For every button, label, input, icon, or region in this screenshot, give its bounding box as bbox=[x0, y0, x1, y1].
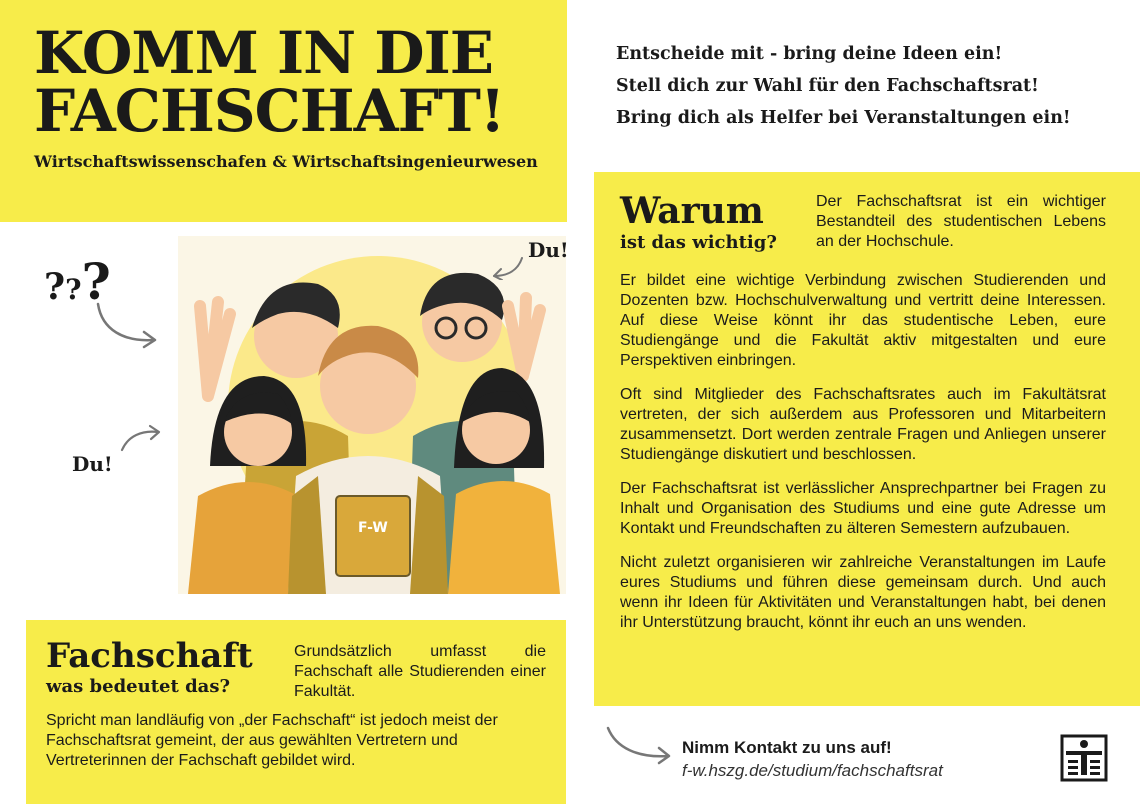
fachschaft-logo-icon bbox=[1060, 734, 1108, 782]
warum-paragraph: Nicht zuletzt organisieren wir zahlreiche Veranstaltungen im Laufe eures Studiums und führen diese gemeinsam durch. Und auch wenn ihr Ideen für Aktivitäten und Veranstaltungen habt, bei denen ihr Unterstützung braucht, könnt ihr euch an uns wenden. bbox=[620, 554, 1106, 631]
students-illustration bbox=[178, 236, 566, 594]
header-banner bbox=[0, 0, 567, 222]
warum-info-box bbox=[594, 172, 1140, 706]
warum-heading: Warum bbox=[620, 190, 764, 232]
warum-paragraph: Oft sind Mitglieder des Fachschaftsrates auch im Fakultätsrat vertreten, der sich außerdem aus Professoren und Mitarbeitern zusammensetzt. Dort werden zentrale Fragen und Anliegen unserer Studiengänge diskutiert und beschlossen. bbox=[620, 386, 1106, 463]
contact-heading: Nimm Kontakt zu uns auf! bbox=[682, 738, 892, 757]
claim-line: Stell dich zur Wahl für den Fachschaftsrat! bbox=[616, 76, 1039, 96]
headline-line-2: FACHSCHAFT! bbox=[34, 77, 505, 145]
warum-subheading: ist das wichtig? bbox=[620, 232, 777, 253]
arrow-du-left-icon bbox=[118, 424, 164, 454]
arrow-du-right-icon bbox=[490, 254, 526, 280]
faculty-subtitle: Wirtschaftswissenschafen & Wirtschaftsingenieurwesen bbox=[34, 152, 538, 171]
fachschaft-heading: Fachschaft bbox=[46, 636, 253, 676]
page-title bbox=[34, 19, 567, 145]
question-mark-3: ? bbox=[81, 252, 111, 311]
arrow-to-group-icon bbox=[94, 300, 164, 350]
claim-line: Bring dich als Helfer bei Veranstaltungen ein! bbox=[616, 108, 1071, 128]
question-mark-2: ? bbox=[65, 273, 82, 306]
book-label: F-W bbox=[358, 520, 388, 536]
contact-link[interactable]: f-w.hszg.de/studium/fachschaftsrat bbox=[682, 761, 943, 780]
headline-line-1: KOMM IN DIE bbox=[34, 19, 493, 87]
fachschaft-subheading: was bedeutet das? bbox=[46, 676, 230, 697]
du-label-left: Du! bbox=[72, 452, 113, 476]
fachschaft-body-text: Spricht man landläufig von „der Fachschaft“ ist jedoch meist der Fachschaftsrat gemeint, der aus gewählten Vertretern und Vertreterinnen der Fachschaft gebildet wird. bbox=[46, 712, 498, 769]
arrow-to-contact-icon bbox=[604, 722, 676, 766]
warum-intro-text: Der Fachschaftsrat ist ein wichtiger Bestandteil des studentischen Lebens an der Hochschule. bbox=[816, 193, 1106, 250]
claim-line: Entscheide mit - bring deine Ideen ein! bbox=[616, 44, 1003, 64]
contact-block bbox=[682, 738, 943, 781]
fachschaft-info-box bbox=[26, 620, 566, 804]
fachschaft-intro-text: Grundsätzlich umfasst die Fachschaft alle Studierenden einer Fakultät. bbox=[294, 643, 546, 700]
warum-paragraph: Der Fachschaftsrat ist verlässlicher Ansprechpartner bei Fragen zu Inhalt und Organisation des Studiums und eine gute Adresse um Kontakt und Freundschaften zu älteren Semestern aufzubauen. bbox=[620, 480, 1106, 537]
question-mark-1: ? bbox=[44, 266, 66, 308]
warum-paragraph: Er bildet eine wichtige Verbindung zwischen Studierenden und Dozenten bzw. Hochschulverwaltung und vertritt deine Interessen. Auf diese Weise könnt ihr das studentische Leben, eure Studiengänge und die Fakultät aktiv mitgestalten und eure Perspektiven einbringen. bbox=[620, 272, 1106, 369]
du-label-right: Du! bbox=[528, 238, 569, 262]
call-to-action-list bbox=[616, 38, 1071, 134]
